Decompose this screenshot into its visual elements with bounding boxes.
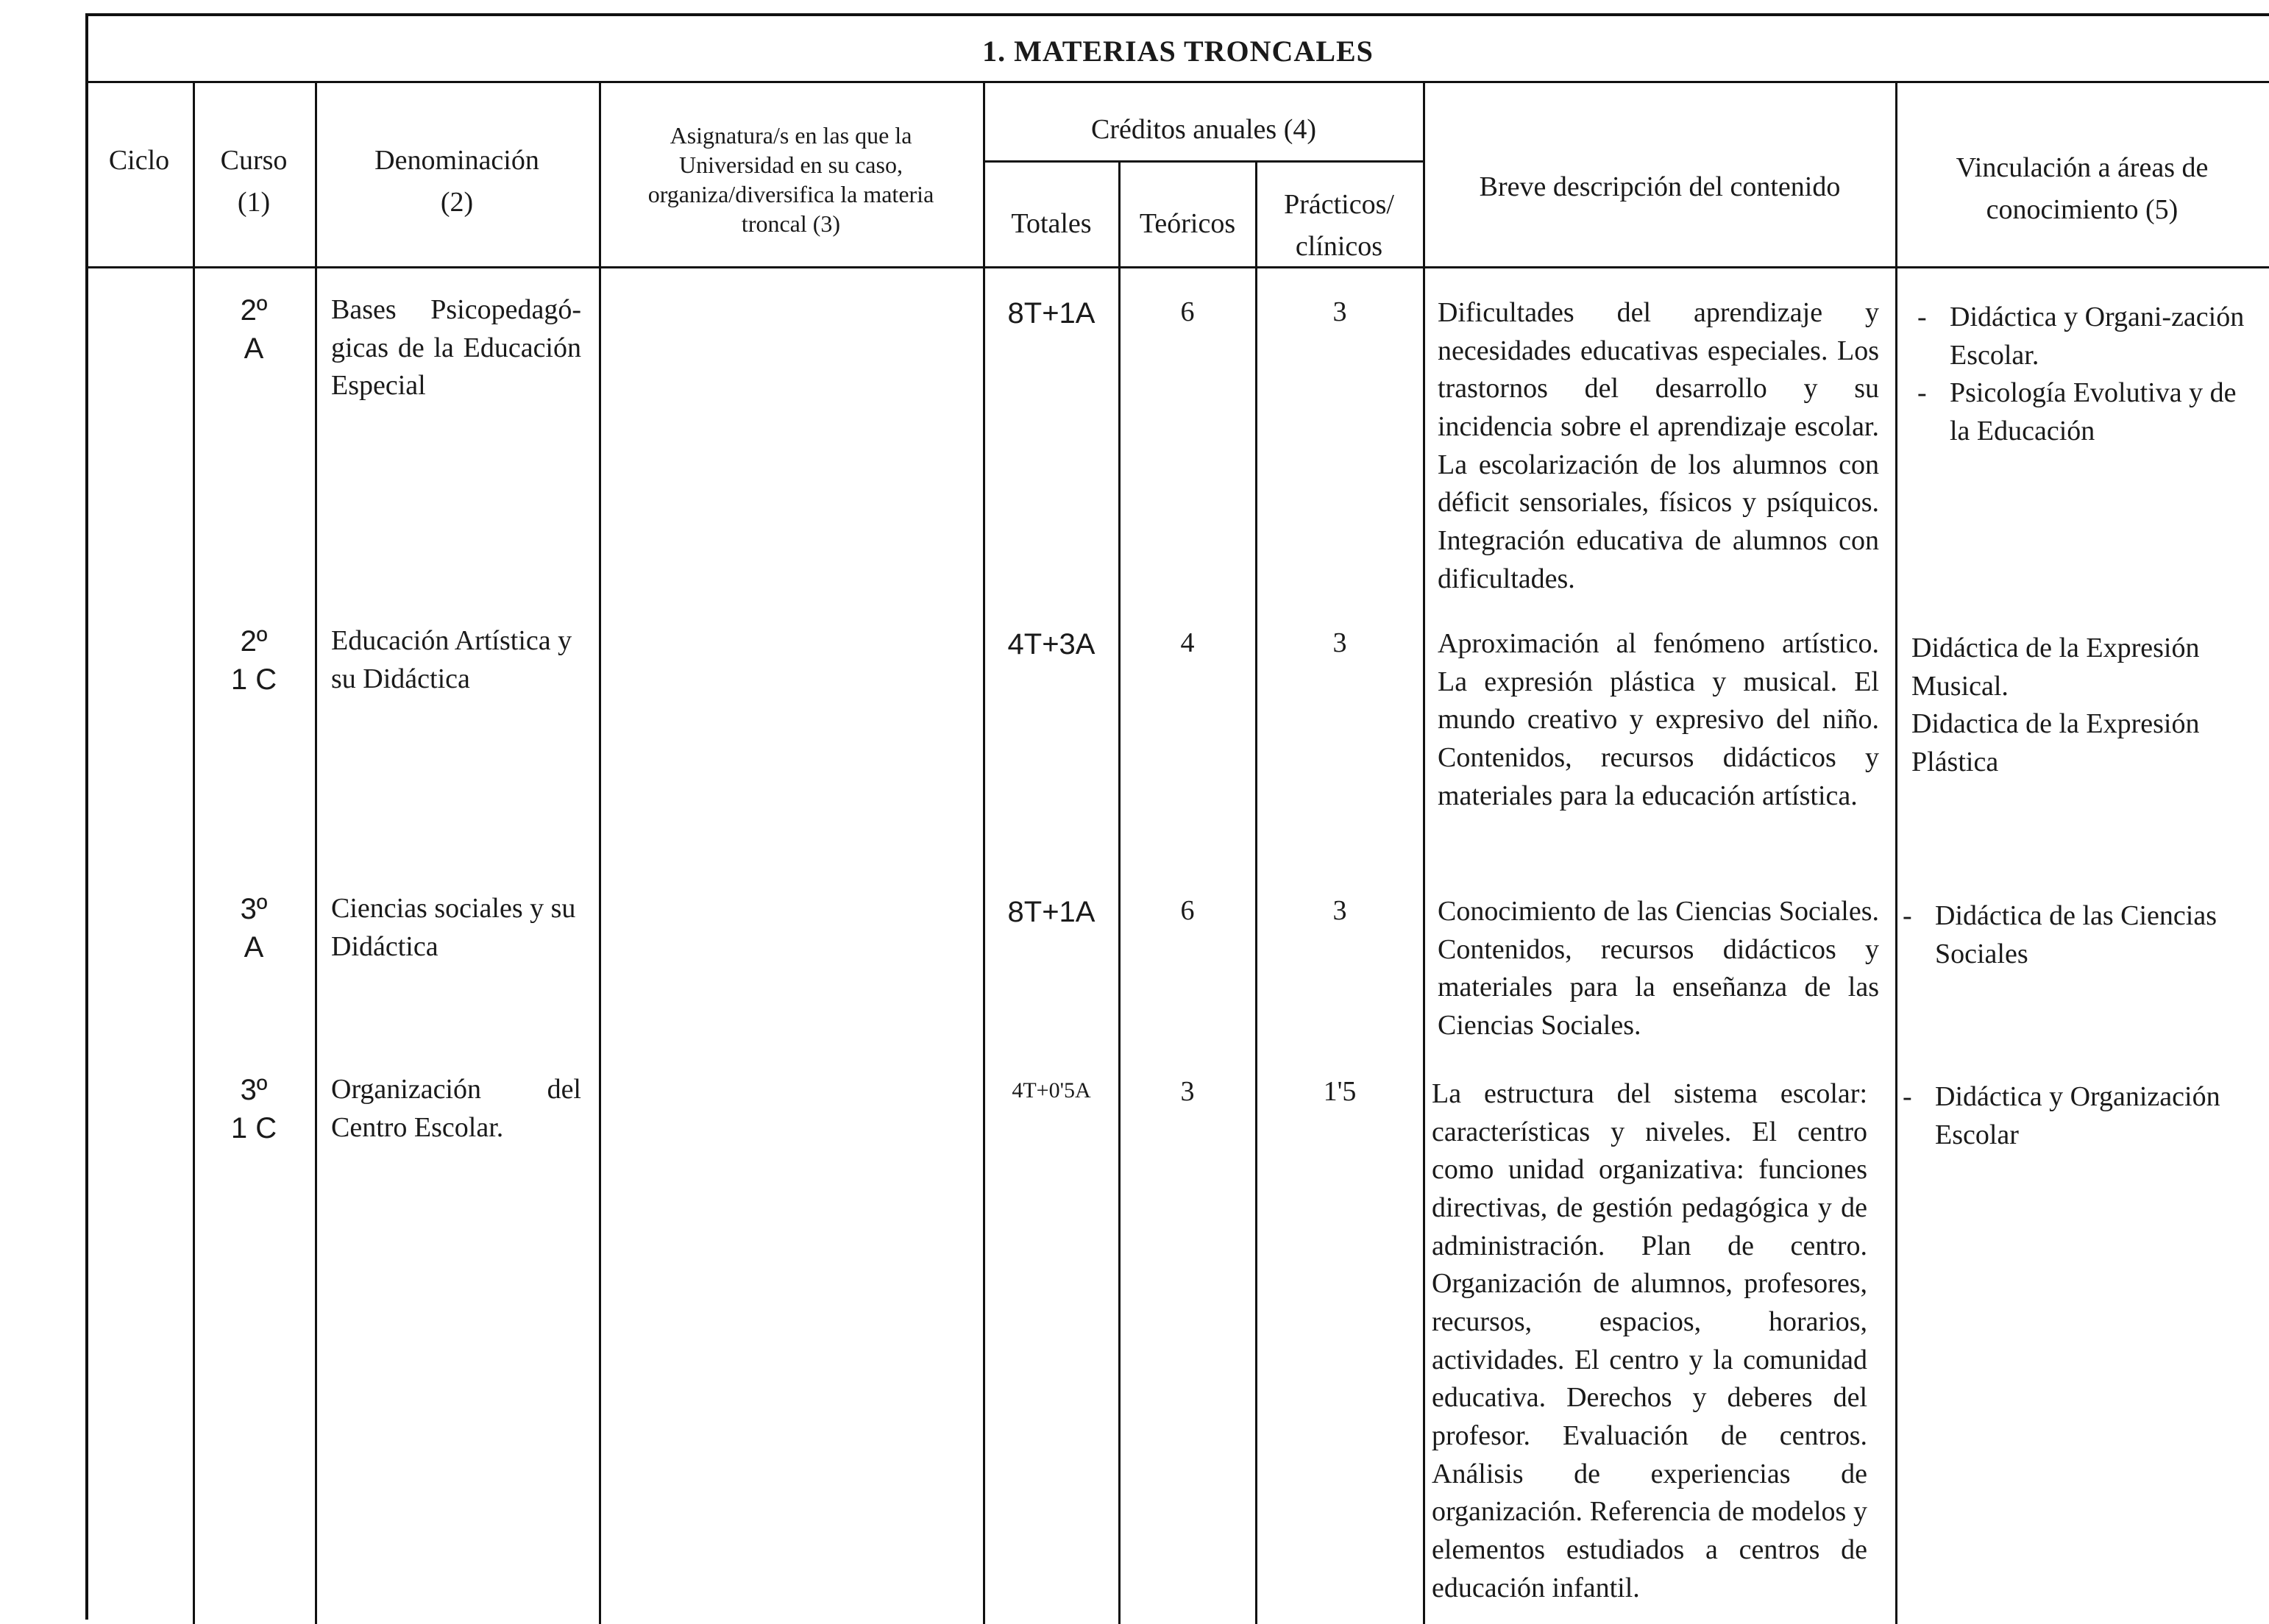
row2-teoricos: 4	[1180, 627, 1195, 658]
header-curso-label: Curso	[220, 145, 288, 176]
row3-areas	[1903, 897, 2248, 973]
row2-area-item: Didáctica de la Expresión Musical.	[1911, 633, 2200, 702]
title-divider	[85, 81, 2269, 83]
row1-curso	[193, 291, 315, 368]
row1-denominacion: Bases Psicopedagó-gicas de la Educación Especial	[331, 294, 581, 402]
header-vinculacion: Vinculación a áreas de conocimiento (5)	[1956, 152, 2209, 225]
row4-totales: 4T+0'5A	[1012, 1078, 1091, 1103]
row2-areas	[1911, 630, 2243, 782]
col-divider-practicos	[1423, 81, 1425, 1624]
col-divider-descripcion	[1895, 81, 1897, 1624]
header-descripcion: Breve descripción del contenido	[1479, 171, 1841, 202]
header-totales: Totales	[1011, 208, 1092, 239]
row1-curso-period: A	[244, 332, 264, 365]
row3-descripcion: Conocimiento de las Ciencias Sociales. Contenidos, recursos didácticos y materiales para la enseñanza de las Ciencias Sociales.	[1438, 896, 1879, 1041]
row1-totales: 8T+1A	[1007, 297, 1096, 330]
row3-practicos: 3	[1332, 895, 1347, 926]
row4-curso-year: 3º	[240, 1074, 268, 1106]
header-denominacion-note: (2)	[440, 187, 474, 218]
header-teoricos: Teóricos	[1139, 208, 1236, 239]
row4-descripcion: La estructura del sistema escolar: características y niveles. El centro como unidad organizativa: funciones directivas, de gestión pedagógica y de administración. Plan de centro. Organización de alumnos, profesores, recursos, espacios, horarios, actividades. El centro y la comunidad educativa. Derechos y deberes del profesor. Evaluación de centros. Análisis de experiencias de organización. Referencia de modelos y elementos estudiados a centros de educación infantil.	[1432, 1078, 1867, 1603]
row2-curso-year: 2º	[240, 625, 268, 658]
row4-areas	[1903, 1078, 2248, 1154]
table-frame	[85, 13, 2269, 1620]
row1-area-item: - Psicología Evolutiva y de la Educación	[1917, 374, 2248, 450]
row3-curso-period: A	[244, 931, 264, 964]
row1-curso-year: 2º	[240, 294, 268, 327]
col-divider-denominacion	[599, 81, 601, 1624]
row2-curso-period: 1 C	[230, 663, 277, 696]
section-title: 1. MATERIAS TRONCALES	[982, 35, 1374, 68]
header-denominacion-label: Denominación	[374, 145, 539, 176]
row3-curso-year: 3º	[240, 893, 268, 925]
header-denominacion	[315, 140, 599, 224]
credits-subheader-divider	[984, 160, 1423, 163]
row1-practicos: 3	[1332, 296, 1347, 327]
header-curso	[193, 140, 315, 224]
row1-area-item: - Didáctica y Organi-zación Escolar.	[1917, 299, 2248, 374]
row3-area-item: - Didáctica de las Ciencias Sociales	[1903, 897, 2248, 973]
row2-curso	[193, 622, 315, 699]
row4-denominacion: Organización del Centro Escolar.	[331, 1074, 581, 1143]
header-ciclo: Ciclo	[108, 145, 170, 176]
header-asignatura: Asignatura/s en las que la Universidad en su caso, organiza/diversifica la materia troncal (3)	[647, 122, 934, 237]
header-creditos: Créditos anuales (4)	[1090, 114, 1317, 145]
row3-denominacion: Ciencias sociales y su Didáctica	[331, 893, 576, 962]
row3-totales: 8T+1A	[1007, 896, 1096, 928]
row2-area-item: Didactica de la Expresión Plástica	[1911, 708, 2200, 778]
header-practicos: Prácticos/ clínicos	[1284, 189, 1394, 262]
col-divider-curso	[315, 81, 317, 1624]
row4-area-item: - Didáctica y Organización Escolar	[1903, 1078, 2248, 1154]
row4-teoricos: 3	[1180, 1076, 1195, 1107]
row3-curso	[193, 890, 315, 966]
row3-teoricos: 6	[1180, 895, 1195, 926]
row1-areas	[1917, 299, 2248, 451]
row4-curso-period: 1 C	[230, 1112, 277, 1144]
row2-totales: 4T+3A	[1007, 628, 1096, 660]
header-bottom-divider	[85, 266, 2269, 268]
row1-teoricos: 6	[1180, 296, 1195, 327]
header-curso-note: (1)	[237, 187, 271, 218]
row2-practicos: 3	[1332, 627, 1347, 658]
row2-descripcion: Aproximación al fenómeno artístico. La expresión plástica y musical. El mundo creativo y expresivo del niño. Contenidos, recursos didácticos y materiales para la educación artística.	[1438, 628, 1879, 811]
row4-curso	[193, 1071, 315, 1147]
row2-denominacion: Educación Artística y su Didáctica	[331, 625, 572, 694]
row4-practicos: 1'5	[1323, 1076, 1357, 1107]
row1-descripcion: Dificultades del aprendizaje y necesidades educativas especiales. Los trastornos del desarrollo y su incidencia sobre el aprendizaje escolar. La escolarización de los alumnos con déficit sensoriales, físicos y psíquicos. Integración educativa de alumnos con dificultades.	[1438, 297, 1879, 594]
